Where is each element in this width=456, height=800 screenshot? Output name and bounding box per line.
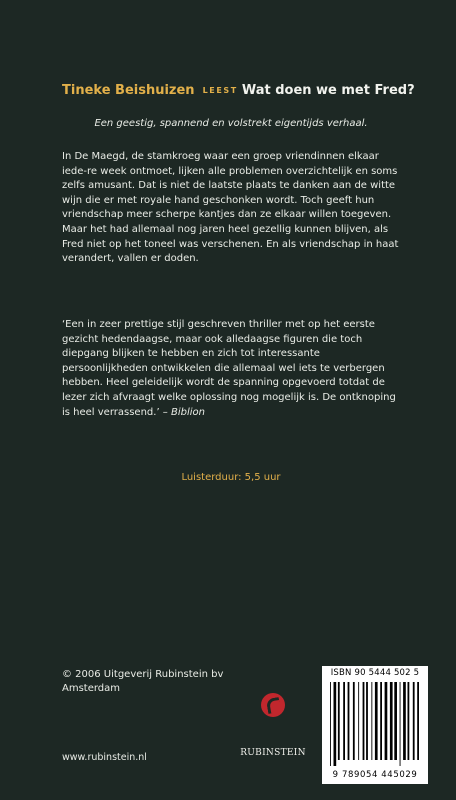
barcode-bar bbox=[334, 682, 337, 766]
tagline: Een geestig, spannend en volstrekt eigentijds verhaal. bbox=[94, 118, 368, 129]
copyright-block bbox=[62, 668, 282, 696]
publisher-logo bbox=[228, 693, 318, 758]
review-quote bbox=[62, 318, 400, 420]
barcode-bar bbox=[400, 682, 401, 766]
barcode-bar bbox=[371, 682, 372, 760]
barcode-bar bbox=[417, 682, 419, 760]
barcode-bar bbox=[385, 682, 388, 760]
isbn-label: ISBN 90 5444 502 5 bbox=[330, 668, 420, 678]
barcode-bar bbox=[403, 682, 406, 760]
publisher-city: Amsterdam bbox=[62, 683, 121, 694]
cover-header bbox=[62, 79, 415, 98]
barcode-bar bbox=[363, 682, 365, 760]
barcode-bar bbox=[353, 682, 355, 760]
author-name: Tineke Beishuizen bbox=[62, 83, 195, 98]
synopsis: In De Maegd, de stamkroeg waar een groep vriendinnen elkaar iede-re week ontmoet, lijken alle problemen overzichtelijk en soms zelfs amusant. Dat is niet de laatste plaats te danken aan de witte wijn die er met royale hand geschonken wordt. Toch geeft hun vriendschap meer scherpe kantjes dan ze elkaar willen toegeven. Maar het had allemaal nog jaren heel gezellig kunnen blijven, als Fred niet op het toneel was verschenen. En als vriendschap in haat verandert, vallen er doden. bbox=[62, 151, 399, 265]
ean-digits: 9 789054 445029 bbox=[332, 770, 418, 780]
publisher-website: www.rubinstein.nl bbox=[62, 752, 147, 763]
barcode-bar bbox=[330, 682, 331, 766]
barcode-bar bbox=[358, 682, 359, 760]
copyright-line: © 2006 Uitgeverij Rubinstein bv bbox=[62, 669, 224, 680]
reads-label: LEEST bbox=[202, 86, 238, 95]
barcode-icon bbox=[330, 682, 422, 766]
barcode-bar bbox=[394, 682, 397, 760]
barcode-bar bbox=[348, 682, 350, 760]
isbn-barcode-box bbox=[322, 666, 428, 784]
publisher-logo-name: RUBINSTEIN bbox=[240, 748, 306, 758]
barcode-bar bbox=[408, 682, 410, 760]
publisher-logo-icon bbox=[261, 693, 285, 717]
review-source: Biblion bbox=[170, 406, 205, 418]
barcode-bar bbox=[343, 682, 345, 760]
barcode-bar bbox=[375, 682, 378, 760]
barcode-bar bbox=[390, 682, 393, 760]
review-text: ‘Een in zeer prettige stijl geschreven thriller met op het eerste gezicht hedendaagse, maar ook alledaagse figuren die toch diepgang blijken te hebben en zich tot interessante persoonlijkheden ontwikkelen die allemaal wel iets te verbergen hebben. Heel geleidelijk wordt de spanning opgevoerd totdat de lezer zich afvraagt welke oplossing nog mogelijk is. De ontknoping is heel verrassend.’ – bbox=[62, 319, 396, 418]
book-title: Wat doen we met Fred? bbox=[241, 83, 415, 98]
listening-duration: Luisterduur: 5,5 uur bbox=[181, 472, 281, 483]
barcode-bar bbox=[338, 682, 340, 760]
barcode-bar bbox=[366, 682, 368, 760]
barcode-bar bbox=[380, 682, 382, 760]
barcode-bar bbox=[413, 682, 415, 760]
